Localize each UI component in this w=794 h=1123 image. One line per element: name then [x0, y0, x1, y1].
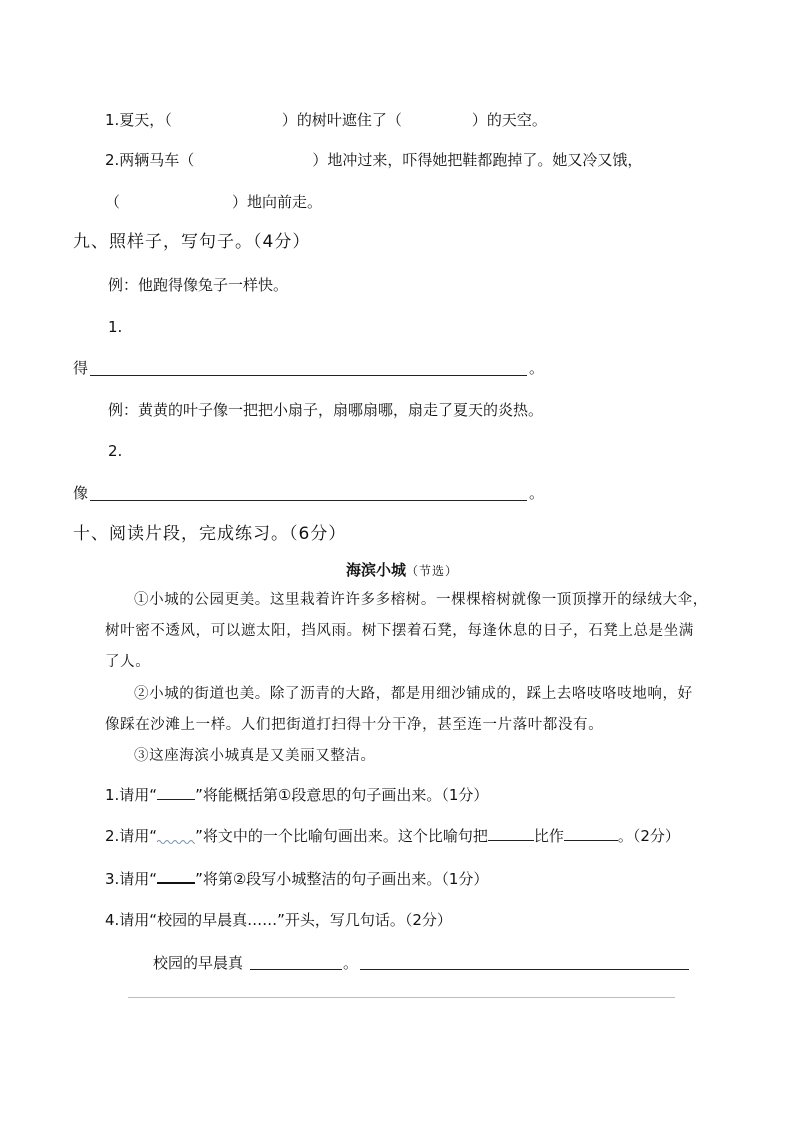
page-divider — [128, 997, 675, 998]
fill-item-1-open: （ — [164, 111, 172, 129]
question-10-3-a: 3.请用“ — [105, 870, 158, 888]
question-10-3-b: ”将第②段写小城整洁的句子画出来。（1分） — [195, 870, 489, 888]
answer-blank-10-2-b[interactable] — [564, 826, 618, 841]
underline-sample-wavy — [157, 827, 195, 841]
fill-item-1-prefix: 1.夏天， — [105, 111, 165, 129]
passage-para-1-line-1: ①小城的公园更美。这里栽着许许多多榕树。一棵棵榕树就像一顶顶撑开的绿绒大伞， — [134, 592, 708, 608]
example-1: 例：他跑得像兔子一样快。 — [108, 276, 289, 294]
question-10-1 — [105, 785, 488, 805]
passage-title-text: 海滨小城 — [346, 561, 407, 579]
fill-item-2-continued — [105, 192, 322, 212]
question-9-1-number: 1. — [108, 318, 123, 336]
question-10-2-c: 比作 — [533, 827, 564, 845]
example-2: 例：黄黄的叶子像一把把小扇子，扇哪扇哪，扇走了夏天的炎热。 — [108, 401, 544, 419]
answer-line-9-2[interactable] — [90, 500, 527, 501]
passage-para-1-line-3: 了人。 — [105, 654, 151, 670]
passage-para-2-line-1: ②小城的街道也美。除了沥青的大路，都是用细沙铺成的，踩上去咯吱咯吱地响，好 — [134, 686, 693, 702]
answer-blank-10-2-a[interactable] — [488, 826, 534, 841]
question-9-2-end: 。 — [529, 484, 545, 502]
question-9-1-lead: 得 — [73, 359, 89, 377]
question-9-2-lead: 像 — [73, 484, 89, 502]
question-10-2-d: 。（2分） — [617, 827, 680, 845]
section-9-heading: 九、照样子，写句子。（4分） — [73, 232, 311, 252]
passage-para-1-line-2: 树叶密不透风，可以遮太阳，挡风雨。树下摆着石凳，每逢休息的日子，石凳上总是坐满 — [105, 623, 694, 639]
question-10-4-answer-lead: 校园的早晨真 — [153, 954, 244, 972]
fill-item-1-end: ）的天空。 — [471, 111, 547, 129]
question-10-4-answer-mid: 。 — [343, 954, 359, 972]
answer-line-9-1[interactable] — [90, 375, 527, 376]
question-10-1-b: ”将能概括第①段意思的句子画出来。（1分） — [195, 786, 489, 804]
fill-item-2 — [105, 150, 642, 170]
underline-sample-thin — [157, 785, 195, 800]
question-10-1-a: 1.请用“ — [105, 786, 158, 804]
passage-title — [346, 560, 458, 581]
fill-item-2-prefix: 2.两辆马车（ — [105, 151, 195, 169]
question-10-2-a: 2.请用“ — [105, 827, 158, 845]
question-10-3 — [105, 868, 488, 889]
answer-blank-10-4-a[interactable] — [250, 969, 342, 970]
question-10-4: 4.请用“校园的早晨真……”开头，写几句话。（2分） — [105, 911, 452, 929]
passage-para-3-line-1: ③这座海滨小城真是又美丽又整洁。 — [134, 748, 376, 764]
fill-item-1-middle: ）的树叶遮住了（ — [281, 111, 402, 129]
question-10-2 — [105, 826, 680, 846]
underline-sample-thick — [157, 868, 195, 884]
fill-item-2-middle: ）地冲过来，吓得她把鞋都跑掉了。她又冷又饿， — [312, 151, 643, 169]
question-10-2-b: ”将文中的一个比喻句画出来。这个比喻句把 — [195, 827, 488, 845]
passage-para-2-line-2: 像踩在沙滩上一样。人们把街道打扫得十分干净，甚至连一片落叶都没有。 — [105, 717, 604, 733]
question-9-2-number: 2. — [108, 442, 123, 460]
section-10-heading: 十、阅读片段，完成练习。（6分） — [73, 524, 347, 544]
fill-item-2-open: （ — [105, 193, 121, 211]
fill-item-1 — [105, 110, 547, 130]
passage-title-note: （节选） — [406, 564, 459, 578]
fill-item-2-end: ）地向前走。 — [232, 193, 323, 211]
question-9-1-end: 。 — [529, 359, 545, 377]
answer-blank-10-4-b[interactable] — [360, 969, 689, 970]
